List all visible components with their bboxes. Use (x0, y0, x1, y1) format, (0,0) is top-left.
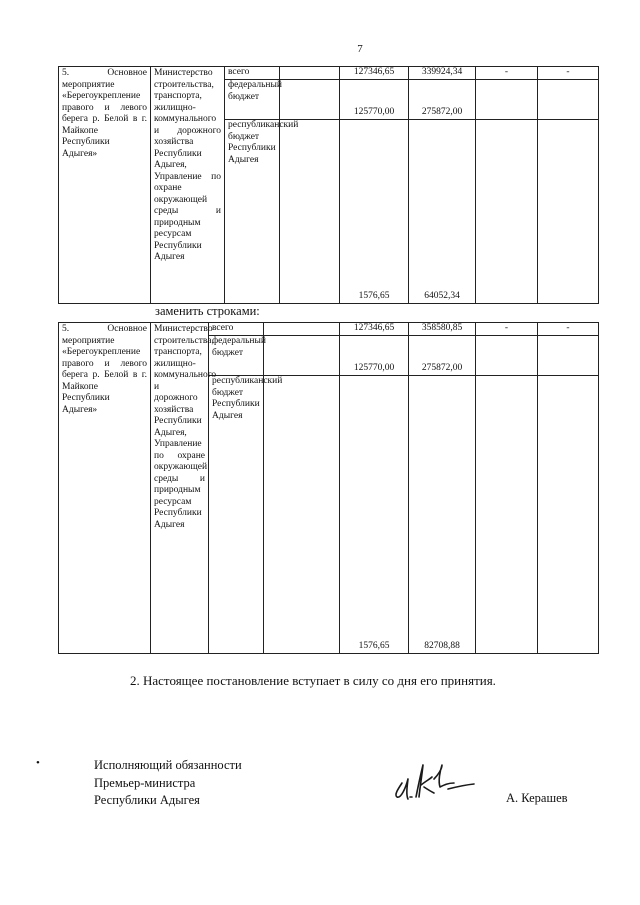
signatory-name: А. Керашев (506, 791, 568, 805)
empty-cell (264, 323, 340, 336)
empty-cell (476, 336, 538, 376)
amount-a-total: 127346,65 (340, 67, 409, 80)
signatory-title-line1: Исполняющий обязанности (94, 758, 242, 772)
source-federal: федеральный бюджет (225, 80, 280, 120)
program-name: 5. Основное мероприятие «Берегоукрепление правого и левого берега р. Белой в г. Майкопе Республики Адыгея» (62, 68, 147, 159)
empty-cell (538, 336, 599, 376)
dash-cell: - (476, 323, 538, 336)
page-number: 7 (357, 43, 363, 55)
new-row-table (58, 322, 599, 654)
empty-cell (538, 80, 599, 120)
empty-cell (280, 80, 340, 120)
empty-cell (476, 376, 538, 654)
source-total: всего (209, 323, 264, 336)
clause-2: 2. Настоящее постановление вступает в силу со дня его принятия. (130, 673, 496, 688)
amount-a-republic: 1576,65 (340, 120, 409, 304)
amount-b-federal: 275872,00 (409, 80, 476, 120)
replace-label: заменить строками: (155, 304, 260, 318)
dash-cell: - (476, 67, 538, 80)
empty-cell (264, 376, 340, 654)
empty-cell (264, 336, 340, 376)
program-name-cell (59, 67, 151, 304)
amount-a-federal: 125770,00 (340, 336, 409, 376)
amount-b-republic: 64052,34 (409, 120, 476, 304)
executor-name: Министерство строительства, транспорта, жилищно-коммунального и дорожного хозяйства Республики Адыгея, Управление по охране окружающей среды и природным ресурсам Республики Адыгея (154, 324, 217, 530)
empty-cell (476, 80, 538, 120)
amount-b-total: 339924,34 (409, 67, 476, 80)
margin-mark: • (36, 757, 40, 769)
old-row-table (58, 66, 599, 304)
empty-cell (476, 120, 538, 304)
source-republic: республиканский бюджет Республики Адыгея (209, 376, 264, 654)
program-name-cell (59, 323, 151, 654)
program-name: 5. Основное мероприятие «Берегоукрепление правого и левого берега р. Белой в г. Майкопе Республики Адыгея» (62, 324, 147, 415)
signature-block (94, 757, 242, 810)
empty-cell (538, 376, 599, 654)
dash-cell: - (538, 323, 599, 336)
amount-b-total: 358580,85 (409, 323, 476, 336)
amount-a-total: 127346,65 (340, 323, 409, 336)
empty-cell (280, 120, 340, 304)
signatory-title-line2: Премьер-министра (94, 775, 196, 790)
amount-b-federal: 275872,00 (409, 336, 476, 376)
amount-b-republic: 82708,88 (409, 376, 476, 654)
handwritten-signature (388, 757, 478, 805)
signatory-title-line3: Республики Адыгея (94, 793, 200, 807)
empty-cell (538, 120, 599, 304)
executor-cell (151, 67, 225, 304)
dash-cell: - (538, 67, 599, 80)
executor-name: Министерство строительства, транспорта, жилищно-коммунального и дорожного хозяйства Республики Адыгея, Управление по охране окружающей среды и природным ресурсам Республики Адыгея (154, 68, 221, 262)
source-federal: федеральный бюджет (209, 336, 264, 376)
empty-cell (280, 67, 340, 80)
source-republic: республиканский бюджет Республики Адыгея (225, 120, 280, 304)
amount-a-federal: 125770,00 (340, 80, 409, 120)
executor-cell (151, 323, 217, 654)
source-total: всего (225, 67, 280, 80)
amount-a-republic: 1576,65 (340, 376, 409, 654)
